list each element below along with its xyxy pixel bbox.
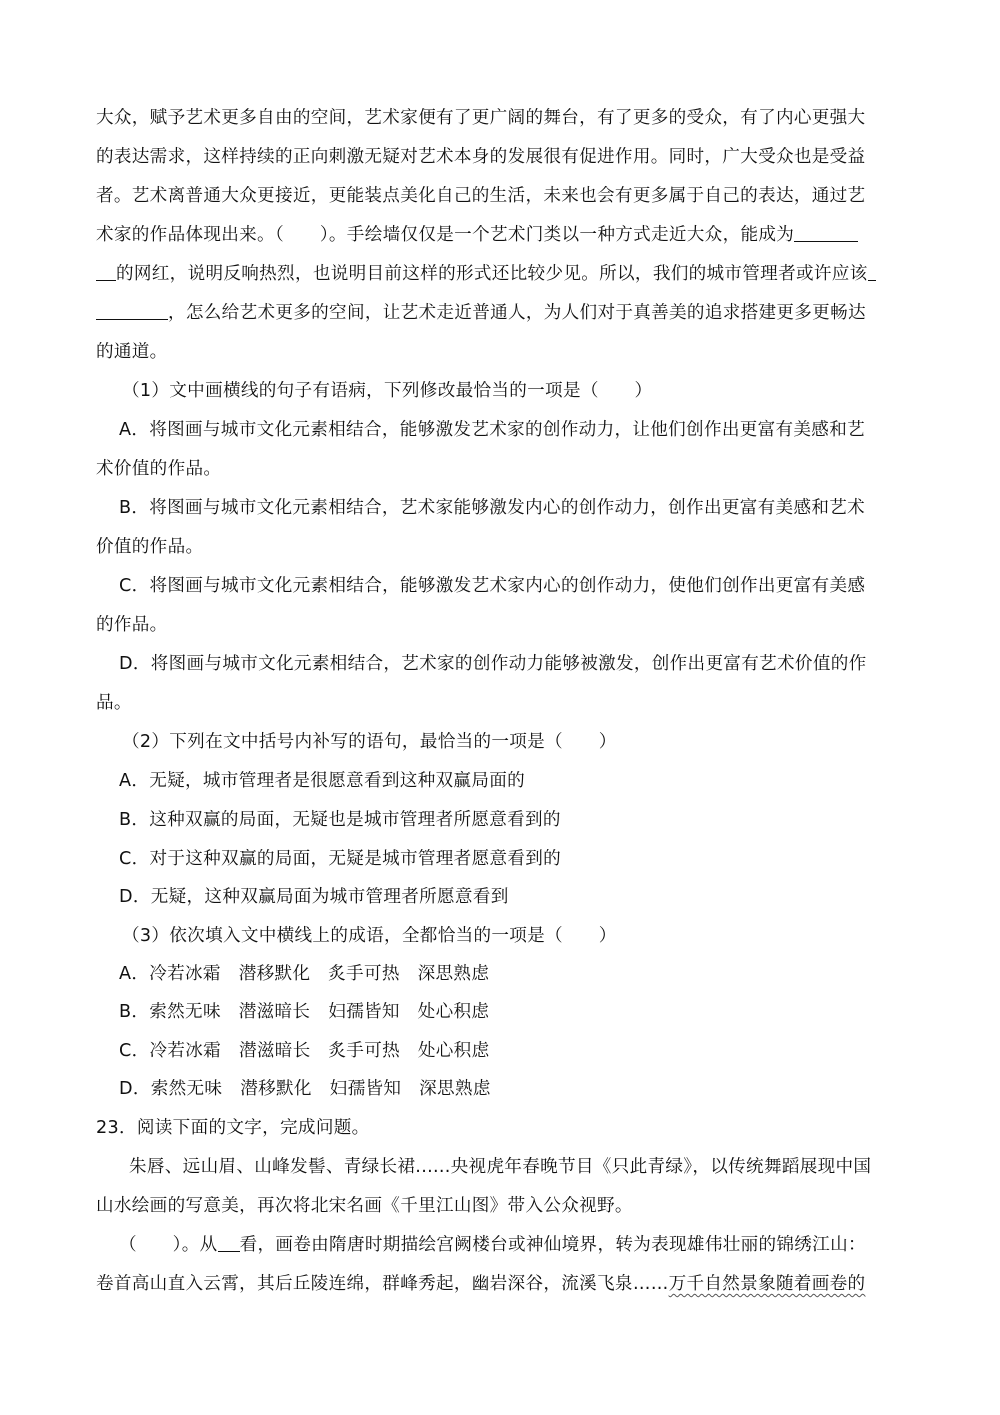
passage-line-7: 的通道。 bbox=[96, 342, 168, 362]
q23-passage-line-2: 山水绘画的写意美，再次将北宋名画《千里江山图》带入公众视野。 bbox=[96, 1196, 633, 1216]
passage-line-6 bbox=[96, 302, 866, 324]
fill-blank-3 bbox=[218, 1235, 240, 1252]
q2-option-d: D．无疑，这种双赢局面为城市管理者所愿意看到 bbox=[119, 887, 509, 907]
wavy-underlined-text: 万千自然景象随着画卷的 bbox=[668, 1274, 866, 1294]
q23-passage-line-1: 朱唇、远山眉、山峰发髻、青绿长裙......央视虎年春晚节目《只此青绿》，以传统舞蹈展现中国 bbox=[129, 1157, 872, 1177]
q23-passage-line-4 bbox=[96, 1273, 865, 1295]
q1-option-a-line2: 术价值的作品。 bbox=[96, 459, 222, 479]
passage-line-2: 的表达需求，这样持续的正向刺激无疑对艺术本身的发展很有促进作用。同时，广大受众也是受益 bbox=[96, 147, 866, 167]
q1-option-b-line1: B．将图画与城市文化元素相结合，艺术家能够激发内心的创作动力，创作出更富有美感和艺术 bbox=[119, 498, 866, 518]
passage-line-3: 者。艺术离普通大众更接近，更能装点美化自己的生活，未来也会有更多属于自己的表达，通过艺 bbox=[96, 186, 866, 206]
passage-text: （ ）。从 bbox=[119, 1235, 218, 1255]
fill-blank-2 bbox=[868, 264, 876, 281]
passage-text: 卷首高山直入云霄，其后丘陵连绵，群峰秀起，幽岩深谷，流溪飞泉…… bbox=[96, 1274, 669, 1294]
q3-option-a: A．冷若冰霜 潜移默化 炙手可热 深思熟虑 bbox=[119, 964, 490, 984]
fill-blank-2-cont bbox=[96, 303, 168, 320]
q1-option-d-line1: D．将图画与城市文化元素相结合，艺术家的创作动力能够被激发，创作出更富有艺术价值的作 bbox=[119, 654, 867, 674]
question-3-stem: （3）依次填入文中横线上的成语，全都恰当的一项是（ ） bbox=[122, 926, 617, 946]
passage-line-5 bbox=[96, 263, 876, 285]
question-1-stem: （1）文中画横线的句子有语病，下列修改最恰当的一项是（ ） bbox=[122, 381, 653, 401]
q3-option-d: D．索然无味 潜移默化 妇孺皆知 深思熟虑 bbox=[119, 1079, 491, 1099]
q2-option-b: B．这种双赢的局面，无疑也是城市管理者所愿意看到的 bbox=[119, 810, 561, 830]
q2-option-c: C．对于这种双赢的局面，无疑是城市管理者愿意看到的 bbox=[119, 849, 562, 869]
q3-option-c: C．冷若冰霜 潜滋暗长 炙手可热 处心积虑 bbox=[119, 1041, 490, 1061]
q2-option-a: A．无疑，城市管理者是很愿意看到这种双赢局面的 bbox=[119, 771, 526, 791]
fill-blank-1 bbox=[794, 225, 858, 242]
passage-text: ，怎么给艺术更多的空间，让艺术走近普通人，为人们对于真善美的追求搭建更多更畅达 bbox=[168, 303, 866, 323]
passage-text: 术家的作品体现出来。（ ）。手绘墙仅仅是一个艺术门类以一种方式走近大众，能成为 bbox=[96, 225, 795, 245]
passage-text: 的网红，说明反响热烈，也说明目前这样的形式还比较少见。所以，我们的城市管理者或许应该 bbox=[116, 264, 868, 284]
q1-option-d-line2: 品。 bbox=[96, 693, 132, 713]
question-2-stem: （2）下列在文中括号内补写的语句，最恰当的一项是（ ） bbox=[122, 732, 617, 752]
question-23-title: 23．阅读下面的文字，完成问题。 bbox=[96, 1118, 370, 1138]
q1-option-b-line2: 价值的作品。 bbox=[96, 537, 204, 557]
q1-option-a-line1: A．将图画与城市文化元素相结合，能够激发艺术家的创作动力，让他们创作出更富有美感和艺 bbox=[119, 420, 865, 440]
q23-passage-line-3 bbox=[119, 1234, 866, 1256]
passage-line-1: 大众，赋予艺术更多自由的空间，艺术家便有了更广阔的舞台，有了更多的受众，有了内心更强大 bbox=[96, 108, 866, 128]
passage-line-4 bbox=[96, 224, 858, 246]
q1-option-c-line1: C．将图画与城市文化元素相结合，能够激发艺术家内心的创作动力，使他们创作出更富有美感 bbox=[119, 576, 866, 596]
passage-text: 看，画卷由隋唐时期描绘宫阙楼台或神仙境界，转为表现雄伟壮丽的锦绣江山： bbox=[239, 1235, 866, 1255]
q3-option-b: B．索然无味 潜滋暗长 妇孺皆知 处心积虑 bbox=[119, 1002, 490, 1022]
q1-option-c-line2: 的作品。 bbox=[96, 615, 168, 635]
fill-blank-1-cont bbox=[96, 264, 116, 281]
